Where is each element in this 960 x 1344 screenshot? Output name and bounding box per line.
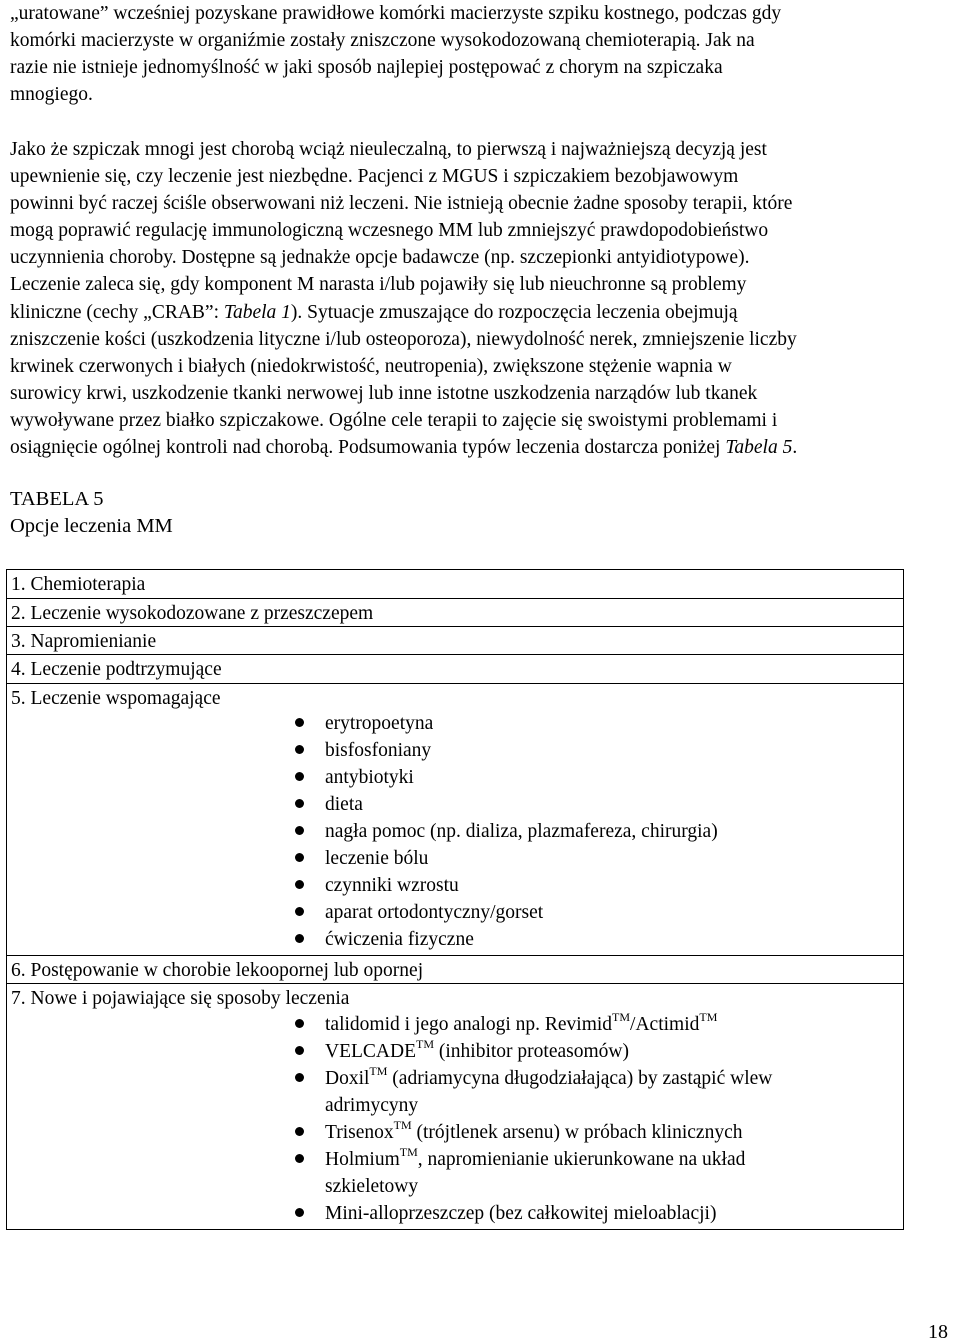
text-line: „uratowane” wcześniej pozyskane prawidłowe komórki macierzyste szpiku kostnego, podczas gdy [10,3,782,24]
list-item-text: Mini-alloprzeszczep (bez całkowitej mieloablacji) [325,1203,717,1224]
list-item-text: erytropoetyna [325,713,434,734]
row-label: 6. Postępowanie w chorobie lekoopornej lub opornej [11,960,424,981]
intro-paragraph [10,0,952,108]
table-row [7,627,903,655]
treatment-paragraph [10,136,952,461]
list-item-text [325,1011,717,1038]
text-line [10,299,952,326]
text-segment: . [792,437,798,459]
text-line: krwinek czerwonych i białych (niedokrwistość, neutropenia), zwiększone stężenie wapnia w [10,355,732,377]
table-subtitle: Opcje leczenia MM [10,515,173,537]
list-item-text [325,1146,745,1173]
text-segment: osiągnięcie ogólnej kontroli nad chorobą. Podsumowania typów leczenia dostarcza poniżej [10,437,726,459]
text-segment: (inhibitor proteasomów) [434,1041,629,1062]
list-item-text [325,1119,742,1146]
text-segment: Doxil [325,1068,370,1089]
bullet-icon [295,880,304,889]
bullet-icon [295,853,304,862]
list-item [7,818,903,845]
text-line: powinni być raczej ściśle obserwowani niż leczeni. Nie istnieją obecnie żadne sposoby terapii, które [10,193,793,215]
table-row [7,599,903,627]
bullet-icon [295,799,304,808]
table-row-new-treatments [7,984,903,1229]
list-item [7,1119,903,1146]
list-item-text: czynniki wzrostu [325,875,459,896]
list-item-text: leczenie bólu [325,848,429,869]
list-item-text [325,1038,629,1065]
text-line: Leczenie zaleca się, gdy komponent M narasta i/lub pojawiły się lub nieuchronne są problemy [10,274,747,296]
page-number: 18 [928,1321,948,1343]
list-item [7,845,903,872]
bullet-icon [295,826,304,835]
bullet-icon [295,907,304,916]
list-item-text: adrimycyny [325,1095,419,1116]
trademark-mark: TM [393,1118,412,1132]
trademark-mark: TM [399,1145,418,1159]
text-segment: , napromienianie ukierunkowane na układ [417,1149,746,1170]
treatment-options-table [6,569,904,1230]
text-segment: /Actimid [630,1014,700,1035]
list-item-text: antybiotyki [325,767,414,788]
trademark-mark: TM [416,1037,434,1051]
list-item-text: aparat ortodontyczny/gorset [325,902,544,923]
table-row-supportive [7,684,903,956]
list-item [7,1146,903,1200]
bullet-icon [295,1208,304,1217]
bullet-icon [295,745,304,754]
text-segment: VELCADE [325,1041,416,1062]
bullet-icon [295,772,304,781]
list-item-text: dieta [325,794,363,815]
bullet-icon [295,1154,304,1163]
text-segment: (adriamycyna długodziałająca) by zastąpić wlew [387,1068,773,1089]
list-item [7,1200,903,1227]
text-segment: talidomid i jego analogi np. Revimid [325,1014,613,1035]
table-title: TABELA 5 [10,488,104,510]
list-item [7,899,903,926]
table-reference: Tabela 5 [725,437,793,459]
row-label: 2. Leczenie wysokodozowane z przeszczepem [11,603,374,624]
list-item-text [325,1065,772,1092]
text-line: komórki macierzyste w organiźmie zostały zniszczone wysokodozowaną chemioterapią. Jak na [10,30,755,52]
table-row [7,570,903,599]
bullet-icon [295,1046,304,1055]
text-segment: ). Sytuacje zmuszające do rozpoczęcia leczenia obejmują [290,301,738,323]
text-line [10,434,952,461]
text-line: upewnienie się, czy leczenie jest niezbędne. Pacjenci z MGUS i szpiczakiem bezobjawowym [10,166,739,188]
bullet-icon [295,1073,304,1082]
trademark-mark: TM [369,1064,388,1078]
text-segment: (trójtlenek arsenu) w próbach klinicznych [411,1122,743,1143]
text-line: uczynnienia choroby. Dostępne są jednakże opcje badawcze (np. szczepionki antyidiotypowe). [10,247,750,269]
bullet-icon [295,1127,304,1136]
row-label: 7. Nowe i pojawiające się sposoby leczenia [11,988,350,1009]
table-row [7,956,903,984]
row-label: 1. Chemioterapia [11,574,146,595]
list-item [7,872,903,899]
bullet-icon [295,718,304,727]
bullet-icon [295,934,304,943]
text-line: zniszczenie kości (uszkodzenia lityczne i/lub osteoporoza), niewydolność nerek, zmniejszenie liczby [10,328,797,350]
trademark-mark: TM [699,1010,718,1024]
list-item [7,791,903,818]
supportive-list [7,710,903,953]
list-item-text: nagła pomoc (np. dializa, plazmafereza, chirurgia) [325,821,718,842]
list-item-text: bisfosfoniany [325,740,432,761]
row-label: 3. Napromienianie [11,631,157,652]
list-item [7,737,903,764]
list-item-text: szkieletowy [325,1176,419,1197]
list-item-text: ćwiczenia fizyczne [325,929,474,950]
text-line: Jako że szpiczak mnogi jest chorobą wciąż nieuleczalną, to pierwszą i najważniejszą decyzją jest [10,139,767,160]
text-line: wywoływane przez białko szpiczakowe. Ogólne cele terapii to zajęcie się swoistymi problemami i [10,409,778,431]
list-item [7,1011,903,1038]
text-line: mogą poprawić regulację immunologiczną wczesnego MM lub zmniejszyć prawdopodobieństwo [10,220,769,242]
text-segment: kliniczne (cechy „CRAB”: [10,301,224,323]
table-reference: Tabela 1 [223,301,291,323]
text-segment: Holmium [325,1149,400,1170]
row-label: 5. Leczenie wspomagające [11,688,221,709]
list-item [7,1065,903,1119]
row-label: 4. Leczenie podtrzymujące [11,659,222,680]
table-row [7,655,903,684]
list-item [7,926,903,953]
text-line: mnogiego. [10,84,93,106]
list-item [7,710,903,737]
trademark-mark: TM [612,1010,631,1024]
list-item [7,764,903,791]
list-item [7,1038,903,1065]
text-segment: Trisenox [325,1122,394,1143]
text-line: razie nie istnieje jednomyślność w jaki sposób najlepiej postępować z chorym na szpiczaka [10,57,723,79]
bullet-icon [295,1019,304,1028]
text-line: surowicy krwi, uszkodzenie tkanki nerwowej lub inne istotne uszkodzenia narządów lub tkanek [10,382,758,404]
new-treatments-list [7,1011,903,1227]
